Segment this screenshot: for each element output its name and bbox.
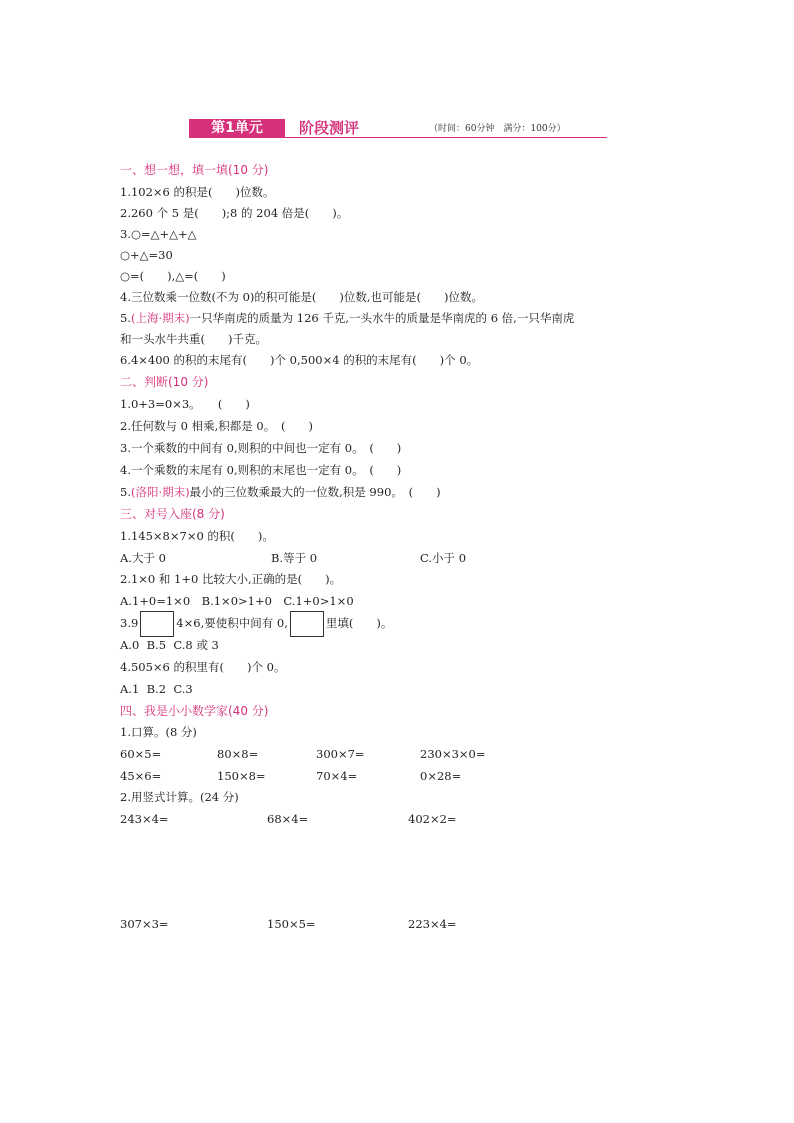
q3-line-3: [120, 610, 392, 637]
oral-calc-item: 70×4=: [316, 769, 358, 783]
q2-line-3: 3.一个乘数的中间有 0,则积的中间也一定有 0。 ( ): [120, 441, 402, 455]
q2-line-2: 2.任何数与 0 相乘,积都是 0。 ( ): [120, 419, 313, 433]
q1-line-5: ○=( ),△=( ): [120, 269, 226, 283]
q2-line-5: [120, 484, 441, 500]
q3-line-1: 1.145×8×7×0 的积( )。: [120, 529, 274, 543]
vertical-calc-item: 243×4=: [120, 812, 169, 826]
oral-calc-item: 80×8=: [217, 747, 259, 761]
q1-line-6: 4.三位数乘一位数(不为 0)的积可能是( )位数,也可能是( )位数。: [120, 290, 484, 304]
q1-line-7: [120, 310, 574, 326]
oral-calc-item: 230×3×0=: [420, 747, 486, 761]
vertical-calc-item: 402×2=: [408, 812, 457, 826]
vertical-calc-item: 150×5=: [267, 917, 316, 931]
vertical-calc-item: 307×3=: [120, 917, 169, 931]
unit-header: [189, 117, 607, 139]
q1-line-8: 和一头水牛共重( )千克。: [120, 332, 267, 346]
source-tag: (上海·期末): [130, 311, 190, 325]
q3-line-4: 4.505×6 的积里有( )个 0。: [120, 660, 286, 674]
section-4-title: 四、我是小小数学家(40 分): [120, 704, 269, 718]
q1-line-7-num: 5.: [120, 311, 131, 325]
q4-line-1: 1.口算。(8 分): [120, 725, 197, 739]
q3-line-3-c: 里填( )。: [325, 616, 393, 630]
q1-line-2: 2.260 个 5 是( );8 的 204 倍是( )。: [120, 206, 349, 220]
q3-option-1a: A.大于 0: [120, 551, 166, 565]
oral-calc-item: 300×7=: [316, 747, 365, 761]
q3-option-3: A.0 B.5 C.8 或 3: [120, 638, 219, 652]
q3-line-3-a: 3.9: [120, 616, 139, 630]
q3-option-4: A.1 B.2 C.3: [120, 682, 193, 696]
oral-calc-item: 0×28=: [420, 769, 462, 783]
q3-option-1c: C.小于 0: [420, 551, 467, 565]
unit-badge: 第1单元: [189, 119, 285, 138]
unit-title: 阶段测评: [299, 119, 360, 137]
section-3-title: 三、对号入座(8 分): [120, 507, 225, 521]
q2-line-5-num: 5.: [120, 485, 131, 499]
oral-calc-item: 150×8=: [217, 769, 266, 783]
q3-option-1b: B.等于 0: [271, 551, 318, 565]
q2-line-1: 1.0+3=0×3。 ( ): [120, 397, 250, 411]
q1-line-1: 1.102×6 的积是( )位数。: [120, 185, 275, 199]
q2-line-4: 4.一个乘数的末尾有 0,则积的末尾也一定有 0。 ( ): [120, 463, 402, 477]
q1-line-7-text: 一只华南虎的质量为 126 千克,一头水牛的质量是华南虎的 6 倍,一只华南虎: [189, 311, 575, 325]
q1-line-4: ○+△=30: [120, 248, 173, 262]
q3-option-2: A.1+0=1×0 B.1×0>1+0 C.1+0>1×0: [120, 594, 354, 608]
q2-line-5-text: 最小的三位数乘最大的一位数,积是 990。 ( ): [189, 485, 441, 499]
q1-line-9: 6.4×400 的积的末尾有( )个 0,500×4 的积的末尾有( )个 0。: [120, 353, 479, 367]
vertical-calc-item: 223×4=: [408, 917, 457, 931]
q3-line-3-b: 4×6,要使积中间有 0,: [176, 616, 288, 630]
q1-line-3: 3.○=△+△+△: [120, 227, 197, 241]
blank-box: [140, 611, 174, 637]
oral-calc-item: 45×6=: [120, 769, 162, 783]
vertical-calc-item: 68×4=: [267, 812, 309, 826]
exam-meta: （时间：60分钟 满分：100分）: [429, 124, 566, 134]
section-2-title: 二、判断(10 分): [120, 375, 209, 389]
source-tag: (洛阳·期末): [130, 485, 190, 499]
header-divider: [285, 137, 607, 138]
blank-box: [290, 611, 324, 637]
oral-calc-item: 60×5=: [120, 747, 162, 761]
q4-line-2: 2.用竖式计算。(24 分): [120, 790, 239, 804]
q3-line-2: 2.1×0 和 1+0 比较大小,正确的是( )。: [120, 572, 342, 586]
section-1-title: 一、想一想，填一填(10 分): [120, 163, 269, 177]
